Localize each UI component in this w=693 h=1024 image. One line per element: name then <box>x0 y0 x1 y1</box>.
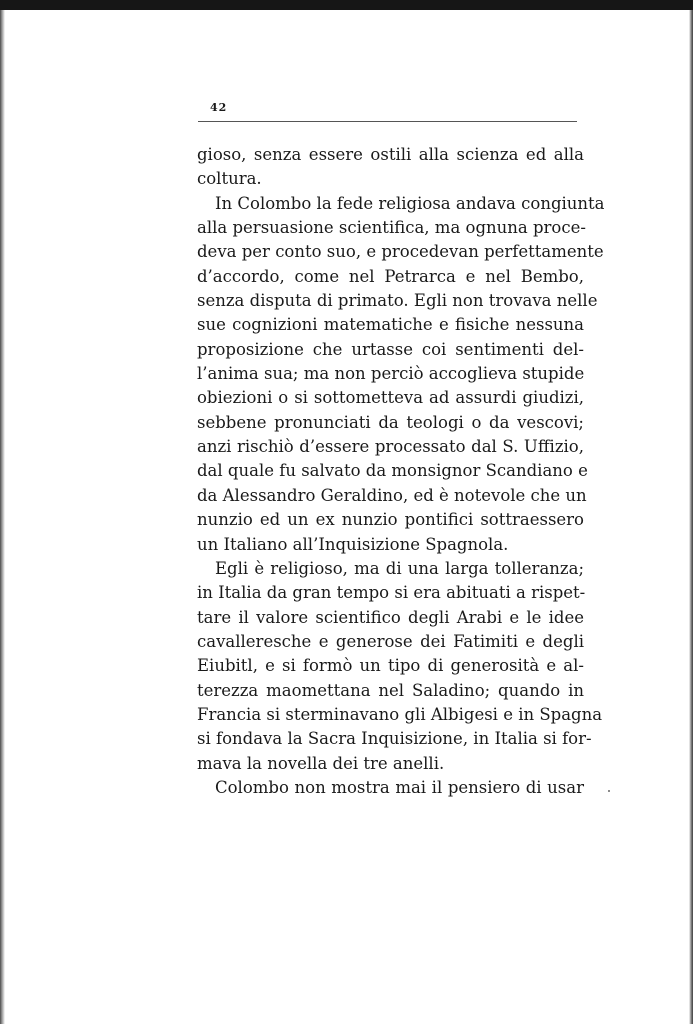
text-line: da Alessandro Geraldino, ed è notevole che un <box>197 485 587 505</box>
text-line: senza disputa di primato. Egli non trovava nelle <box>197 291 598 311</box>
margin-speck <box>608 790 610 792</box>
header-rule <box>198 121 577 122</box>
text-line: Colombo non mostra mai il pensiero di usar <box>215 777 584 797</box>
text-line: nunzio ed un ex nunzio pontifici sottraessero <box>197 510 584 530</box>
text-line: d’accordo, come nel Petrarca e nel Bembo, <box>197 266 584 286</box>
text-line: anzi rischiò d’essere processato dal S. Uffizio, <box>197 437 584 457</box>
text-line: Eiubitl, e si formò un tipo di generosità e al- <box>197 656 584 676</box>
text-line: Egli è religioso, ma di una larga tolleranza; <box>215 558 584 578</box>
text-line: un Italiano all’Inquisizione Spagnola. <box>197 534 509 554</box>
text-line: In Colombo la fede religiosa andava congiunta <box>215 193 605 213</box>
scan-left-edge <box>0 10 5 1024</box>
text-line: sebbene pronunciati da teologi o da vescovi; <box>197 412 584 432</box>
text-line: alla persuasione scientifica, ma ognuna proce- <box>197 218 586 238</box>
text-line: terezza maomettana nel Saladino; quando in <box>197 680 584 700</box>
text-line: in Italia da gran tempo si era abituati a rispet- <box>197 583 586 603</box>
scan-top-edge <box>0 0 693 10</box>
text-line: dal quale fu salvato da monsignor Scandiano e <box>197 461 588 481</box>
text-line: si fondava la Sacra Inquisizione, in Italia si for- <box>197 729 592 749</box>
text-line: gioso, senza essere ostili alla scienza ed alla <box>197 145 584 164</box>
text-line: obiezioni o si sottometteva ad assurdi giudizi, <box>197 388 584 408</box>
page-number: 42 <box>210 101 228 114</box>
text-line: deva per conto suo, e procedevan perfettamente <box>197 242 604 262</box>
text-line: cavalleresche e generose dei Fatimiti e degli <box>197 631 584 651</box>
text-line: Francia si sterminavano gli Albigesi e in Spagna <box>197 704 603 724</box>
text-line: coltura. <box>197 169 262 189</box>
text-line: mava la novella dei tre anelli. <box>197 753 445 773</box>
text-line: tare il valore scientifico degli Arabi e le idee <box>197 607 584 627</box>
body-text <box>197 143 605 800</box>
scan-right-edge <box>689 10 693 1024</box>
text-line: l’anima sua; ma non perciò accoglieva stupide <box>197 364 585 384</box>
text-line: proposizione che urtasse coi sentimenti del- <box>197 339 584 359</box>
text-line: sue cognizioni matematiche e fisiche nessuna <box>197 315 584 335</box>
